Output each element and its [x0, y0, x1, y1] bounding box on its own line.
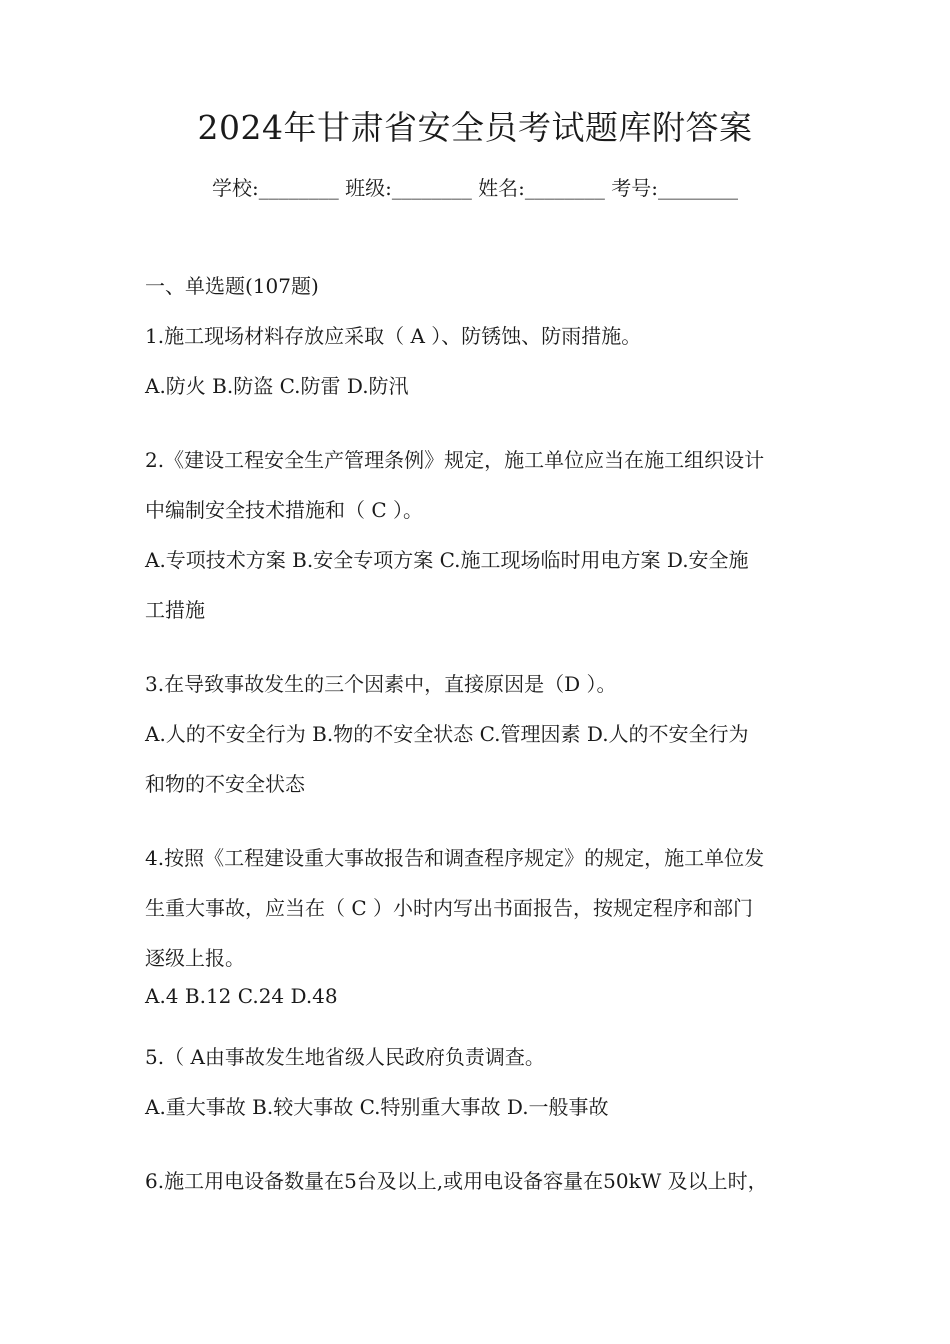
document-title: 2024年甘肃省安全员考试题库附答案 [197, 108, 753, 147]
question-3-options-cont: 和物的不安全状态 [145, 772, 305, 796]
question-1: 1.施工现场材料存放应采取（ A ）、防锈蚀、防雨措施。 [145, 324, 642, 348]
question-4: 4.按照《工程建设重大事故报告和调查程序规定》的规定，施工单位发 [145, 846, 765, 870]
question-6: 6.施工用电设备数量在5台及以上,或用电设备容量在50kW 及以上时， [145, 1169, 768, 1193]
student-info-line: 学校:________ 班级:________ 姓名:________ 考号:________ [211, 176, 739, 200]
section-heading: 一、单选题(107题) [145, 274, 319, 298]
question-3-options: A.人的不安全行为 B.物的不安全状态 C.管理因素 D.人的不安全行为 [145, 722, 749, 746]
question-2-cont: 中编制安全技术措施和（ C ）。 [145, 498, 424, 522]
question-2-options: A.专项技术方案 B.安全专项方案 C.施工现场临时用电方案 D.安全施 [145, 548, 749, 572]
question-2: 2.《建设工程安全生产管理条例》规定，施工单位应当在施工组织设计 [145, 448, 765, 472]
question-2-options-cont: 工措施 [145, 598, 205, 622]
question-5-options: A.重大事故 B.较大事故 C.特别重大事故 D.一般事故 [145, 1095, 609, 1119]
question-4-cont-2: 逐级上报。 [145, 946, 245, 970]
question-3: 3.在导致事故发生的三个因素中，直接原因是（D ）。 [145, 672, 617, 696]
question-1-options: A.防火 B.防盗 C.防雷 D.防汛 [145, 374, 409, 398]
question-4-options: A.4 B.12 C.24 D.48 [145, 984, 338, 1008]
question-4-cont: 生重大事故，应当在（ C ）小时内写出书面报告，按规定程序和部门 [145, 896, 754, 920]
question-5: 5.（ A由事故发生地省级人民政府负责调查。 [145, 1045, 545, 1069]
